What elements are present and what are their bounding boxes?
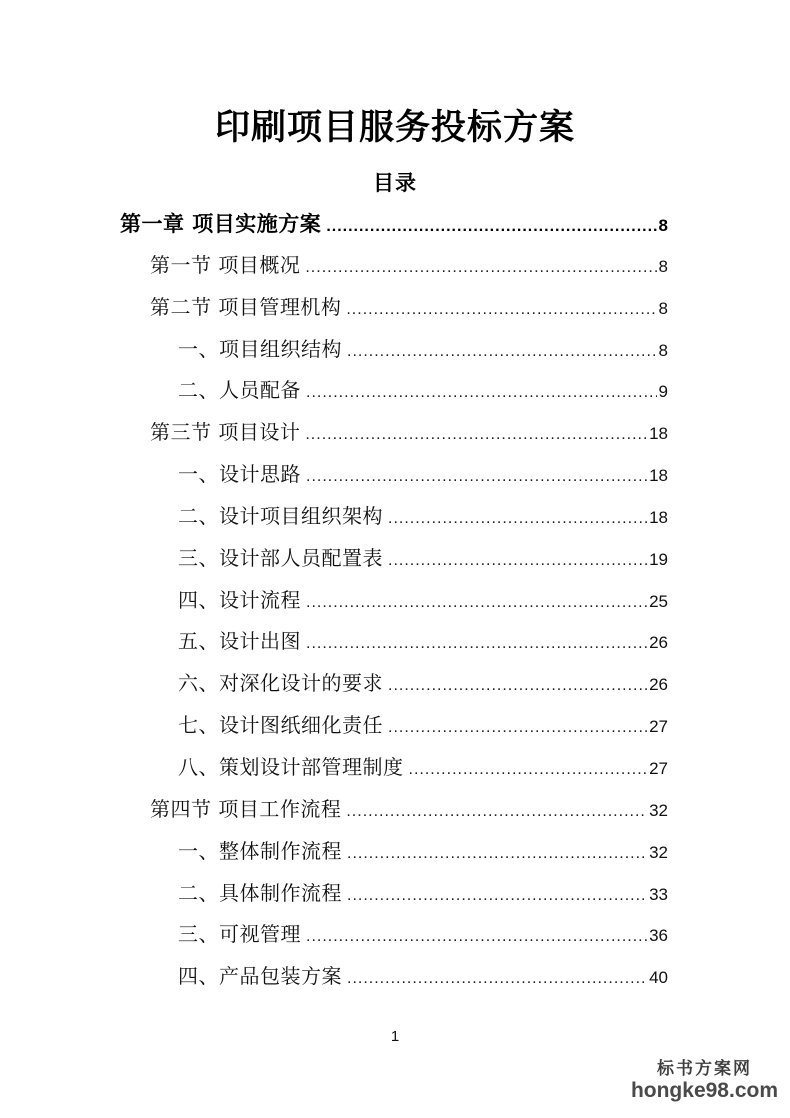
toc-dot-leader (306, 456, 647, 498)
toc-dot-leader (388, 498, 647, 540)
toc-entry-page: 18 (649, 507, 668, 527)
toc-entry-label: 四、设计流程 (178, 587, 301, 612)
toc-entry-label: 二、具体制作流程 (178, 880, 342, 905)
toc-entry-label: 三、设计部人员配置表 (178, 545, 383, 570)
toc-entry-label: 八、策划设计部管理制度 (178, 754, 404, 779)
toc-entry-label: 六、对深化设计的要求 (178, 671, 383, 696)
toc-entry-page: 40 (649, 968, 668, 988)
toc-entry-label: 一、设计思路 (178, 462, 301, 487)
toc-entry-page: 27 (649, 758, 668, 778)
toc-entry-item-1-4-4[interactable] (120, 956, 668, 998)
watermark (631, 1060, 778, 1102)
toc-entry-page: 26 (649, 675, 668, 695)
toc-entry-label: 二、设计项目组织架构 (178, 503, 383, 528)
toc-entry-item-1-3-6[interactable] (120, 663, 668, 705)
toc-entry-item-1-4-1[interactable] (120, 831, 668, 873)
toc-entry-item-1-2-1[interactable] (120, 329, 668, 371)
toc-entry-label: 二、人员配备 (178, 378, 301, 403)
footer-page-number: 1 (390, 1028, 400, 1045)
toc-entry-label: 第一节 项目概况 (150, 252, 301, 277)
toc-entry-page: 36 (649, 926, 668, 946)
toc-heading: 目录 (373, 170, 417, 195)
toc-dot-leader (388, 665, 647, 707)
toc-dot-leader (306, 916, 647, 958)
toc-entry-item-1-3-1[interactable] (120, 454, 668, 496)
toc-entry-section-1-4[interactable] (120, 789, 668, 831)
toc-entry-item-1-4-2[interactable] (120, 873, 668, 915)
toc-entry-section-1-2[interactable] (120, 287, 668, 329)
toc-entry-page: 32 (649, 842, 668, 862)
toc-dot-leader (306, 582, 647, 624)
table-of-contents (120, 203, 668, 998)
toc-entry-page: 9 (658, 382, 668, 402)
document-title: 印刷项目服务投标方案 (214, 107, 575, 148)
watermark-site-url: hongke98.com (630, 1078, 778, 1102)
toc-entry-item-1-3-7[interactable] (120, 705, 668, 747)
toc-dot-leader (347, 958, 647, 1000)
toc-entry-chapter-1[interactable] (120, 203, 668, 245)
toc-entry-page: 18 (649, 466, 668, 486)
toc-entry-item-1-4-3[interactable] (120, 914, 668, 956)
toc-entry-label: 一、整体制作流程 (178, 838, 342, 863)
toc-entry-item-1-3-4[interactable] (120, 580, 668, 622)
toc-entry-page: 26 (649, 633, 668, 653)
toc-dot-leader (388, 540, 647, 582)
toc-entry-page: 27 (649, 717, 668, 737)
toc-entry-page: 18 (649, 424, 668, 444)
toc-dot-leader (388, 707, 647, 749)
toc-dot-leader (346, 289, 656, 331)
toc-entry-section-1-1[interactable] (120, 245, 668, 287)
toc-entry-page: 8 (658, 340, 668, 360)
toc-dot-leader (347, 875, 647, 917)
toc-entry-item-1-3-2[interactable] (120, 496, 668, 538)
toc-dot-leader (305, 414, 647, 456)
toc-entry-page: 8 (658, 256, 668, 276)
toc-entry-page: 8 (658, 298, 668, 318)
toc-entry-label: 第一章 项目实施方案 (120, 211, 322, 236)
toc-entry-section-1-3[interactable] (120, 412, 668, 454)
toc-entry-label: 第二节 项目管理机构 (150, 294, 342, 319)
toc-dot-leader (306, 372, 657, 414)
toc-dot-leader (326, 206, 656, 248)
toc-entry-label: 第三节 项目设计 (150, 420, 301, 445)
toc-entry-label: 七、设计图纸细化责任 (178, 713, 383, 738)
toc-entry-item-1-3-8[interactable] (120, 747, 668, 789)
toc-entry-item-1-3-3[interactable] (120, 538, 668, 580)
toc-entry-label: 一、项目组织结构 (178, 336, 342, 361)
toc-dot-leader (305, 247, 656, 289)
toc-entry-item-1-3-5[interactable] (120, 621, 668, 663)
toc-dot-leader (306, 623, 647, 665)
toc-entry-label: 五、设计出图 (178, 629, 301, 654)
toc-entry-label: 四、产品包装方案 (178, 964, 342, 989)
watermark-site-name: 标书方案网 (656, 1059, 752, 1078)
toc-dot-leader (409, 749, 648, 791)
toc-entry-label: 三、可视管理 (178, 922, 301, 947)
toc-entry-page: 25 (649, 591, 668, 611)
toc-dot-leader (347, 833, 647, 875)
toc-dot-leader (347, 331, 657, 373)
toc-entry-page: 33 (649, 884, 668, 904)
toc-entry-page: 19 (649, 549, 668, 569)
toc-entry-label: 第四节 项目工作流程 (150, 796, 342, 821)
toc-entry-item-1-2-2[interactable] (120, 370, 668, 412)
toc-entry-page: 8 (658, 216, 668, 235)
toc-entry-page: 32 (649, 800, 668, 820)
toc-dot-leader (346, 791, 647, 833)
